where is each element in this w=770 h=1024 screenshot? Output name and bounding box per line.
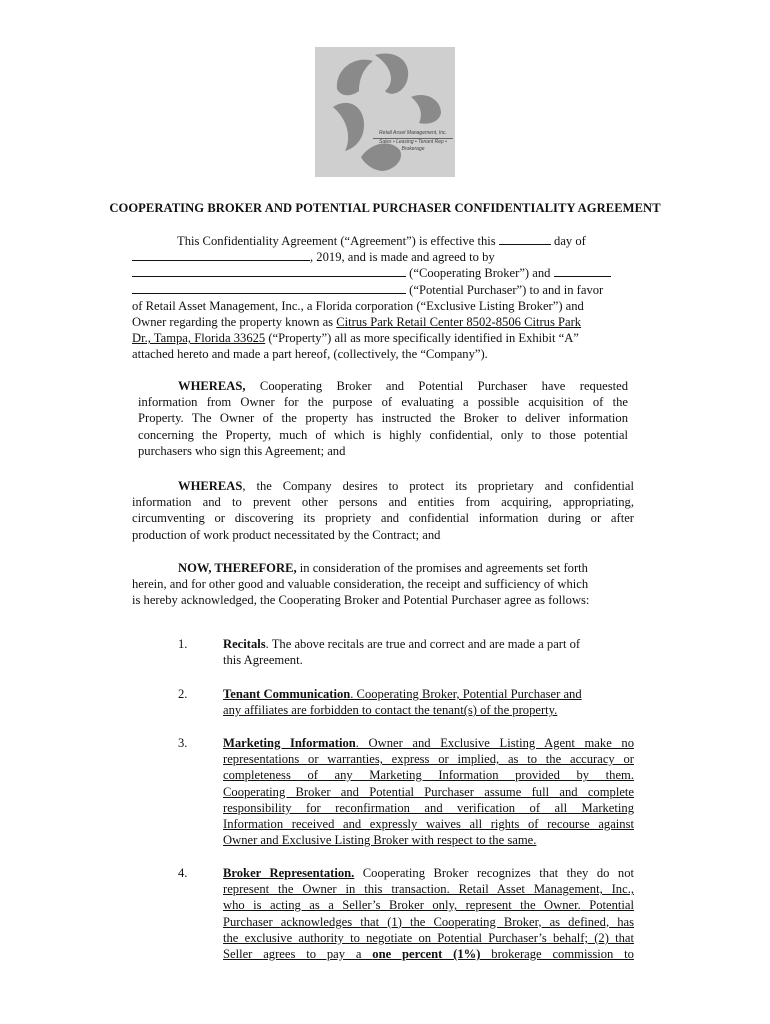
- month-blank[interactable]: [132, 249, 310, 261]
- now-therefore-paragraph: NOW, THEREFORE, in consideration of the promises and agreements set forth herein, and for other good and valuable consideration, the receipt and sufficiency of which is hereby acknowledged, the Cooperating Broker and Potential Purchaser agree as follows:: [132, 561, 590, 608]
- intro-line-4: (“Potential Purchaser”) to and in favor: [132, 282, 634, 298]
- purchaser-name-blank-2[interactable]: [132, 282, 406, 294]
- intro-line-3: (“Cooperating Broker”) and: [132, 265, 634, 281]
- item-heading: Broker Representation.: [223, 866, 355, 880]
- property-address-part-2: Dr., Tampa, Florida 33625: [132, 331, 266, 346]
- whereas-paragraph-1: WHEREAS, Cooperating Broker and Potential Purchaser have requested information from Owner for the purpose of evaluating a possible acquisition of the Property. The Owner of the property has instructed the Broker to deliver information concerning the Property, much of which is highly confidential, only to those potential purchasers who sign this Agreement; and: [138, 379, 628, 458]
- intro-line-2: , 2019, and is made and agreed to by: [132, 249, 634, 265]
- item-number: 4.: [178, 866, 188, 880]
- whereas-paragraph-2: WHEREAS, the Company desires to protect its proprietary and confidential information and to prevent other persons and entities from acquiring, appropriating, circumventing or discovering its propriety and confidential information during or after production of work product necessitated by the Contract; and: [132, 479, 634, 542]
- list-item-broker-representation: Broker Representation. Cooperating Broker recognizes that they do not represent the Owner in this transaction. Retail Asset Management, Inc., who is acting as a Seller’s Broker only, represent the Owner. Potential Purchaser acknowledges that (1) the Cooperating Broker, as defined, has the exclusive authority to negotiate on Potential Purchaser’s behalf; (2) that Seller agrees to pay a one percent (1%) brokerage commission to: [223, 866, 635, 962]
- intro-line-8: attached hereto and made a part hereof, (collectively, the “Company”).: [132, 347, 488, 362]
- intro-line-5: of Retail Asset Management, Inc., a Florida corporation (“Exclusive Listing Broker”) and: [132, 298, 584, 313]
- list-item-recitals: Recitals. The above recitals are true and correct and are made a part of this Agreement.: [223, 637, 581, 668]
- item-number: 3.: [178, 736, 188, 750]
- intro-line-6: Owner regarding the property known as Citrus Park Retail Center 8502-8506 Citrus Park: [132, 315, 582, 330]
- item-number: 1.: [178, 637, 188, 651]
- list-item-tenant-communication: Tenant Communication. Cooperating Broker, Potential Purchaser and any affiliates are forbidden to contact the tenant(s) of the property.: [223, 687, 582, 718]
- intro-line-1: This Confidentiality Agreement (“Agreement”) is effective this day of: [177, 234, 586, 248]
- property-address-part-1: Citrus Park Retail Center 8502-8506 Citrus Park: [336, 315, 582, 330]
- item-number: 2.: [178, 687, 188, 701]
- intro-line-7: Dr., Tampa, Florida 33625 (“Property”) all as more specifically identified in Exhibit “A”: [132, 331, 579, 346]
- swirl-logo-icon: [315, 47, 455, 177]
- document-title: COOPERATING BROKER AND POTENTIAL PURCHASER CONFIDENTIALITY AGREEMENT: [109, 201, 661, 215]
- purchaser-name-blank-1[interactable]: [554, 265, 611, 277]
- day-blank[interactable]: [499, 233, 551, 245]
- item-heading: Marketing Information: [223, 736, 356, 750]
- list-item-marketing-information: Marketing Information. Owner and Exclusive Listing Agent make no representations or warranties, express or implied, as to the accuracy or completeness of any Marketing Information provided by them. Cooperating Broker and Potential Purchaser assume full and complete responsibility for reconfirmation and verification of all Marketing Information received and expressly waives all rights of recourse against Owner and Exclusive Listing Broker with respect to the same.: [223, 736, 634, 848]
- item-heading: Recitals: [223, 637, 266, 651]
- company-logo: [315, 47, 455, 177]
- logo-tagline: Sales • Leasing • Tenant Rep • Brokerage: [373, 138, 453, 153]
- logo-company-name: Retail Asset Management, Inc.: [379, 130, 447, 136]
- item-heading: Tenant Communication: [223, 687, 351, 701]
- intro-paragraph: [132, 233, 634, 363]
- cooperating-broker-blank[interactable]: [132, 265, 406, 277]
- logo-text: [373, 130, 453, 153]
